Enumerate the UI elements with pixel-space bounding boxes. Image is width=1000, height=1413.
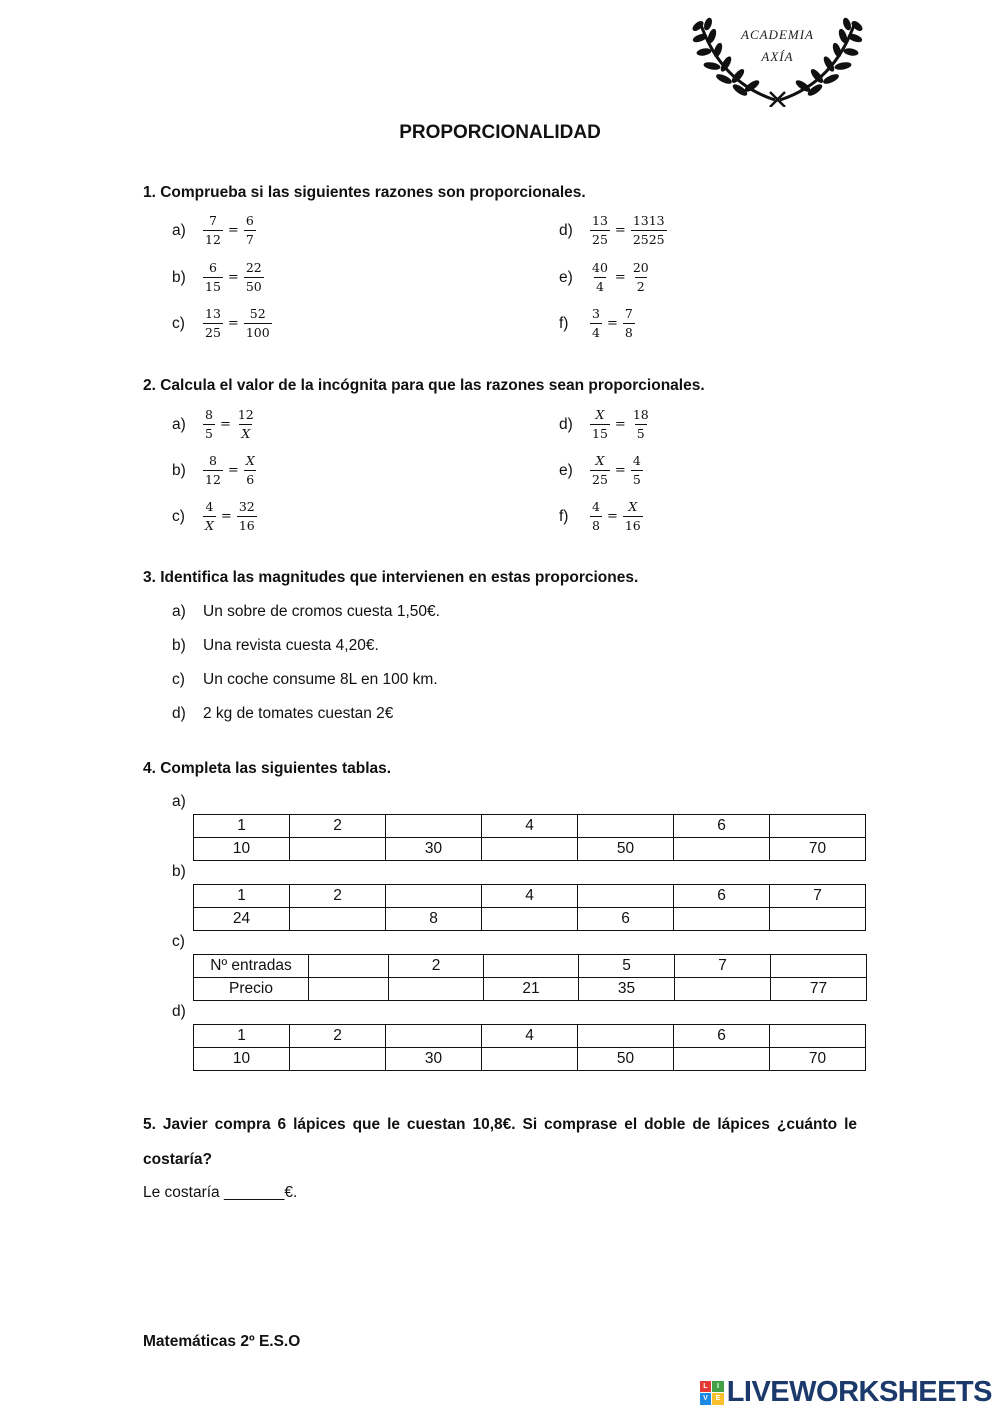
exercise-4-heading: 4. Completa las siguientes tablas. xyxy=(143,760,392,777)
blank-cell[interactable] xyxy=(482,908,578,931)
table-cell: 6 xyxy=(674,815,770,838)
table-row xyxy=(194,908,866,931)
fraction xyxy=(590,307,602,340)
item-letter: d) xyxy=(172,705,186,722)
numerator: 20 xyxy=(632,260,649,275)
numerator: 52 xyxy=(249,306,266,321)
numerator: 12 xyxy=(237,407,254,422)
proportion-equation xyxy=(587,500,646,533)
item-letter: c) xyxy=(172,314,185,332)
equals-sign: = xyxy=(227,316,239,331)
fraction xyxy=(203,408,215,441)
item-letter: e) xyxy=(559,268,573,286)
numerator: 4 xyxy=(592,499,600,514)
table-cell: 50 xyxy=(578,1048,674,1071)
liveworksheets-logo-icon xyxy=(700,1381,724,1405)
table-cell: 1 xyxy=(194,1025,290,1048)
blank-cell[interactable] xyxy=(290,1048,386,1071)
table-cell: 30 xyxy=(386,1048,482,1071)
numerator: 40 xyxy=(592,260,608,275)
table-cell: 24 xyxy=(194,908,290,931)
footer-course: Matemáticas 2º E.S.O xyxy=(143,1333,301,1350)
item-letter: d) xyxy=(559,221,573,239)
denominator: X xyxy=(241,426,251,441)
item-letter: f) xyxy=(559,507,569,525)
table-row xyxy=(194,955,867,978)
table-letter: d) xyxy=(172,1003,186,1020)
ex2-item xyxy=(172,408,259,441)
blank-cell[interactable] xyxy=(386,1025,482,1048)
item-letter: b) xyxy=(172,268,186,286)
fraction xyxy=(203,454,223,487)
fraction xyxy=(203,214,223,247)
table-cell: 77 xyxy=(771,978,867,1001)
numerator: X xyxy=(595,407,605,422)
item-letter: d) xyxy=(559,415,573,433)
blank-cell[interactable] xyxy=(770,815,866,838)
equals-sign: = xyxy=(614,223,626,238)
blank-cell[interactable] xyxy=(290,908,386,931)
blank-cell[interactable] xyxy=(578,1025,674,1048)
table-cell: 2 xyxy=(290,1025,386,1048)
blank-cell[interactable] xyxy=(482,1048,578,1071)
denominator: 7 xyxy=(245,232,254,247)
blank-cell[interactable] xyxy=(675,978,771,1001)
proportion-table xyxy=(193,814,866,861)
ex1-item xyxy=(559,261,654,294)
equals-sign: = xyxy=(614,417,626,432)
exercise-3-item xyxy=(172,637,379,655)
equals-sign: = xyxy=(614,270,626,285)
denominator: 25 xyxy=(592,232,608,247)
denominator: 2525 xyxy=(632,232,665,247)
denominator: 4 xyxy=(592,325,600,340)
academy-logo xyxy=(690,12,865,107)
table-row xyxy=(194,815,866,838)
fraction xyxy=(631,261,651,294)
fraction xyxy=(590,408,610,441)
table-row xyxy=(194,838,866,861)
table-cell: 10 xyxy=(194,838,290,861)
proportion-equation xyxy=(200,214,259,247)
blank-cell[interactable] xyxy=(309,978,389,1001)
numerator: 13 xyxy=(592,213,608,228)
fraction xyxy=(237,500,257,533)
item-letter: b) xyxy=(172,637,186,654)
denominator: 8 xyxy=(624,325,633,340)
table-cell: 30 xyxy=(386,838,482,861)
ex2-item xyxy=(559,500,646,533)
table-cell: 70 xyxy=(770,1048,866,1071)
logo-line-2: AXÍA xyxy=(761,49,794,64)
blank-cell[interactable] xyxy=(309,955,389,978)
item-text: 2 kg de tomates cuestan 2€ xyxy=(203,705,394,722)
equals-sign: = xyxy=(227,463,239,478)
numerator: 13 xyxy=(205,306,221,321)
table-cell: 4 xyxy=(482,815,578,838)
table-letter: c) xyxy=(172,933,185,950)
proportion-equation xyxy=(200,307,275,340)
denominator: 25 xyxy=(592,472,608,487)
logo-line-1: ACADEMIA xyxy=(741,27,814,42)
numerator: 8 xyxy=(208,453,217,468)
proportion-equation xyxy=(587,408,654,441)
numerator: 4 xyxy=(632,453,641,468)
fraction xyxy=(244,214,256,247)
proportion-equation xyxy=(587,261,654,294)
numerator: 6 xyxy=(208,260,217,275)
table-cell: 7 xyxy=(770,885,866,908)
fraction xyxy=(631,214,667,247)
exercise-5-line-1: 5. Javier compra 6 lápices que le cuestan 10,8€. Si comprase el doble de lápices ¿cuánto le xyxy=(143,1116,857,1133)
numerator: 1313 xyxy=(632,213,665,228)
equals-sign: = xyxy=(219,417,231,432)
exercise-5-line-2: costaría? xyxy=(143,1151,212,1168)
table-cell: 35 xyxy=(579,978,675,1001)
proportion-table xyxy=(193,954,867,1001)
table-cell: 70 xyxy=(770,838,866,861)
fraction xyxy=(244,307,272,340)
ex2-item xyxy=(172,454,260,487)
blank-cell[interactable] xyxy=(386,815,482,838)
table-cell: 6 xyxy=(674,885,770,908)
item-letter: c) xyxy=(172,671,185,688)
equals-sign: = xyxy=(227,270,239,285)
ex1-item xyxy=(559,214,670,247)
fraction xyxy=(244,261,264,294)
item-text: Un sobre de cromos cuesta 1,50€. xyxy=(203,603,440,620)
table-cell: 50 xyxy=(578,838,674,861)
table-cell: Precio xyxy=(194,978,309,1001)
blank-cell[interactable] xyxy=(674,908,770,931)
proportion-equation xyxy=(587,454,646,487)
blank-cell[interactable] xyxy=(484,955,579,978)
denominator: 2 xyxy=(636,279,645,294)
equals-sign: = xyxy=(614,463,626,478)
fraction xyxy=(203,261,223,294)
item-text: Una revista cuesta 4,20€. xyxy=(203,637,379,654)
item-letter: f) xyxy=(559,314,569,332)
proportion-equation xyxy=(200,261,267,294)
fraction xyxy=(623,500,643,533)
proportion-equation xyxy=(200,500,260,533)
item-letter: b) xyxy=(172,461,186,479)
badge-letter: V xyxy=(700,1393,712,1405)
numerator: X xyxy=(628,499,638,514)
denominator: 5 xyxy=(636,426,645,441)
table-row xyxy=(194,1048,866,1071)
table-cell: 5 xyxy=(579,955,675,978)
denominator: 25 xyxy=(205,325,221,340)
denominator: 16 xyxy=(624,518,641,533)
liveworksheets-text: LIVEWORKSHEETS xyxy=(726,1376,992,1408)
denominator: 100 xyxy=(245,325,270,340)
exercise-3-heading: 3. Identifica las magnitudes que intervienen en estas proporciones. xyxy=(143,569,639,586)
blank-cell[interactable] xyxy=(771,955,867,978)
proportion-table xyxy=(193,884,866,931)
blank-cell[interactable] xyxy=(386,885,482,908)
numerator: X xyxy=(595,453,605,468)
denominator: 5 xyxy=(205,426,213,441)
table-letter: a) xyxy=(172,793,186,810)
table-row xyxy=(194,885,866,908)
fraction xyxy=(631,408,651,441)
numerator: X xyxy=(245,453,255,468)
table-cell: 1 xyxy=(194,885,290,908)
exercise-2-heading: 2. Calcula el valor de la incógnita para que las razones sean proporcionales. xyxy=(143,377,705,394)
blank-cell[interactable] xyxy=(578,885,674,908)
numerator: 22 xyxy=(245,260,262,275)
fraction xyxy=(631,454,643,487)
fraction xyxy=(244,454,257,487)
exercise-3-item xyxy=(172,671,438,689)
blank-cell[interactable] xyxy=(770,908,866,931)
table-cell: 2 xyxy=(290,885,386,908)
numerator: 7 xyxy=(208,213,217,228)
blank-cell[interactable] xyxy=(389,978,484,1001)
badge-letter: E xyxy=(712,1393,724,1405)
numerator: 8 xyxy=(205,407,213,422)
proportion-equation xyxy=(200,408,259,441)
denominator: 4 xyxy=(595,279,604,294)
proportion-equation xyxy=(587,307,638,340)
item-letter: c) xyxy=(172,507,185,525)
table-cell: 2 xyxy=(290,815,386,838)
table-cell: 6 xyxy=(578,908,674,931)
item-letter: a) xyxy=(172,221,186,239)
item-letter: a) xyxy=(172,603,186,620)
proportion-equation xyxy=(200,454,260,487)
ex1-item xyxy=(172,307,275,340)
numerator: 3 xyxy=(592,306,600,321)
table-cell: 2 xyxy=(389,955,484,978)
table-cell: 1 xyxy=(194,815,290,838)
equals-sign: = xyxy=(220,509,232,524)
numerator: 18 xyxy=(632,407,649,422)
numerator: 7 xyxy=(624,306,633,321)
equals-sign: = xyxy=(606,316,618,331)
fraction xyxy=(236,408,256,441)
table-cell: 8 xyxy=(386,908,482,931)
blank-cell[interactable] xyxy=(674,838,770,861)
blank-cell[interactable] xyxy=(674,1048,770,1071)
blank-cell[interactable] xyxy=(578,815,674,838)
denominator: 16 xyxy=(238,518,255,533)
table-cell: 6 xyxy=(674,1025,770,1048)
table-row xyxy=(194,1025,866,1048)
ex2-item xyxy=(559,454,646,487)
ex1-item xyxy=(172,214,259,247)
denominator: X xyxy=(205,518,214,533)
exercise-3-item xyxy=(172,603,440,621)
blank-cell[interactable] xyxy=(770,1025,866,1048)
item-letter: a) xyxy=(172,415,186,433)
page-title: PROPORCIONALIDAD xyxy=(399,122,601,143)
exercise-5-answer: Le costaría _______€. xyxy=(143,1184,298,1201)
table-cell: 10 xyxy=(194,1048,290,1071)
denominator: 12 xyxy=(205,472,221,487)
denominator: 12 xyxy=(205,232,221,247)
proportion-equation xyxy=(587,214,670,247)
badge-letter: I xyxy=(712,1381,724,1393)
denominator: 50 xyxy=(245,279,262,294)
fraction xyxy=(203,307,223,340)
denominator: 6 xyxy=(246,472,255,487)
fraction xyxy=(203,500,216,533)
ex2-item xyxy=(559,408,654,441)
table-letter: b) xyxy=(172,863,186,880)
numerator: 4 xyxy=(205,499,214,514)
exercise-3-item xyxy=(172,705,393,723)
table-cell: Nº entradas xyxy=(194,955,309,978)
fraction xyxy=(623,307,635,340)
liveworksheets-watermark xyxy=(700,1376,992,1409)
table-cell: 21 xyxy=(484,978,579,1001)
numerator: 6 xyxy=(245,213,254,228)
item-text: Un coche consume 8L en 100 km. xyxy=(203,671,438,688)
blank-cell[interactable] xyxy=(290,838,386,861)
denominator: 15 xyxy=(592,426,608,441)
ex2-item xyxy=(172,500,260,533)
numerator: 32 xyxy=(238,499,255,514)
fraction xyxy=(590,454,610,487)
ex1-item xyxy=(172,261,267,294)
exercise-1-heading: 1. Comprueba si las siguientes razones son proporcionales. xyxy=(143,184,586,201)
table-cell: 7 xyxy=(675,955,771,978)
table-cell: 4 xyxy=(482,885,578,908)
denominator: 5 xyxy=(632,472,641,487)
proportion-table xyxy=(193,1024,866,1071)
fraction xyxy=(590,261,610,294)
fraction xyxy=(590,500,602,533)
equals-sign: = xyxy=(227,223,239,238)
badge-letter: L xyxy=(700,1381,712,1393)
denominator: 15 xyxy=(205,279,221,294)
ex1-item xyxy=(559,307,638,340)
fraction xyxy=(590,214,610,247)
table-cell: 4 xyxy=(482,1025,578,1048)
denominator: 8 xyxy=(592,518,600,533)
table-row xyxy=(194,978,867,1001)
equals-sign: = xyxy=(606,509,618,524)
item-letter: e) xyxy=(559,461,573,479)
blank-cell[interactable] xyxy=(482,838,578,861)
